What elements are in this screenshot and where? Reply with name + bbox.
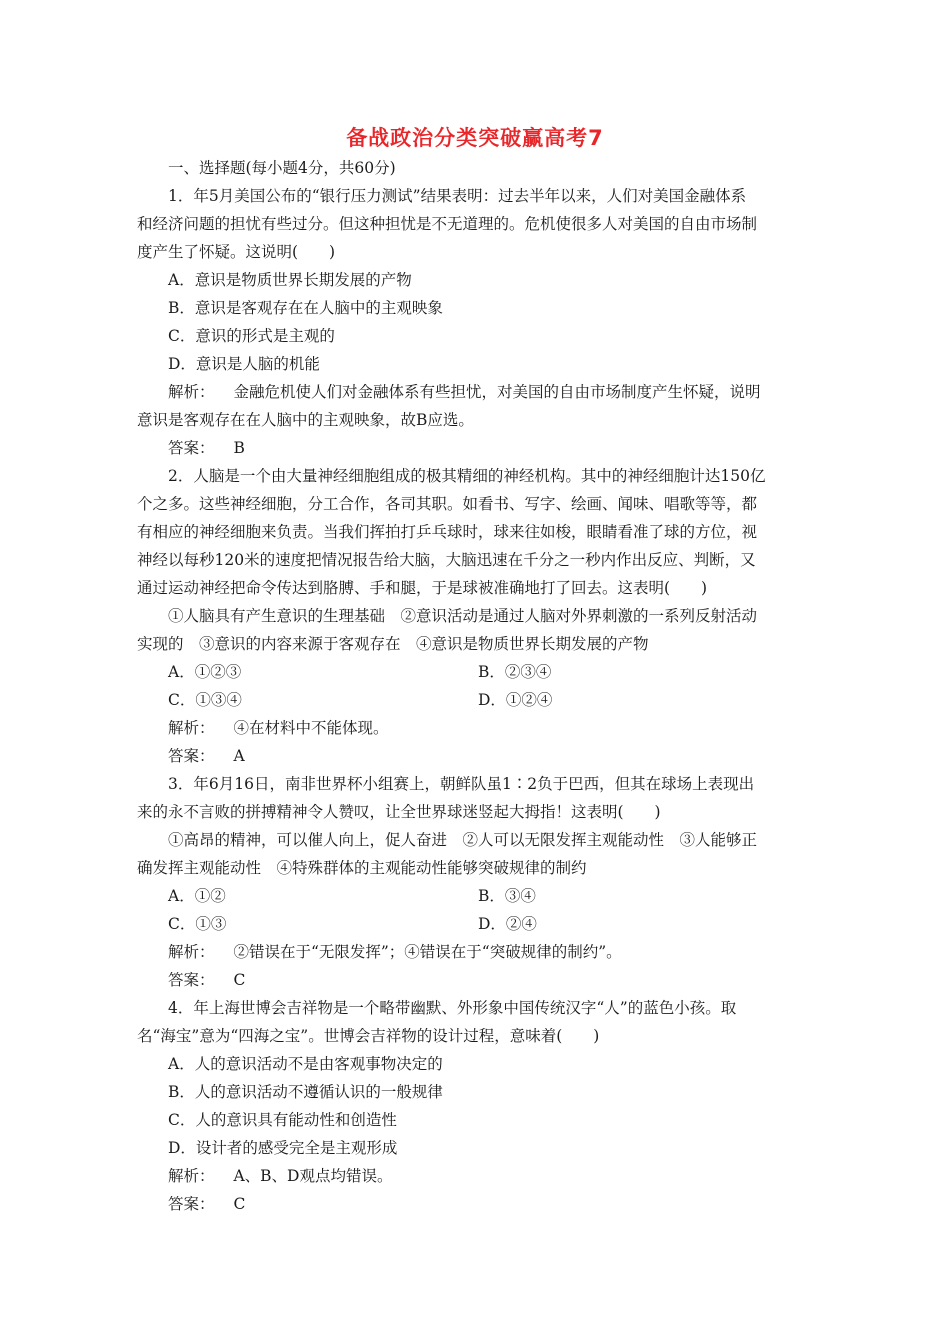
- answer-line: [137, 434, 813, 462]
- analysis-text: 意识是客观存在在人脑中的主观映象，故B应选。: [137, 411, 474, 429]
- analysis-label: 解析：: [168, 383, 215, 401]
- option-c: C．人的意识具有能动性和创造性: [168, 1111, 397, 1129]
- question-text-line: 有相应的神经细胞来负责。当我们挥拍打乒乓球时，球来往如梭，眼睛看准了球的方位，视: [137, 523, 758, 541]
- question-text-line: 和经济问题的担忧有些过分。但这种担忧是不无道理的。危机使很多人对美国的自由市场制: [137, 215, 758, 233]
- option-c: C．意识的形式是主观的: [168, 327, 335, 345]
- document-body: [137, 154, 813, 1218]
- option-d: D．设计者的感受完全是主观形成: [168, 1139, 398, 1157]
- option-d: D．①②④: [478, 691, 553, 709]
- answer-label: 答案：: [168, 1195, 215, 1213]
- answer-label: 答案：: [168, 971, 215, 989]
- statement-line: 实现的 ③意识的内容来源于客观存在 ④意识是物质世界长期发展的产物: [137, 635, 649, 653]
- analysis-label: 解析：: [168, 719, 215, 737]
- option-row: [137, 882, 813, 910]
- option-b: B．③④: [478, 887, 536, 905]
- answer-value: A: [233, 747, 245, 765]
- statement-line: ①人脑具有产生意识的生理基础 ②意识活动是通过人脑对外界刺激的一系列反射活动: [168, 607, 758, 625]
- analysis-label: 解析：: [168, 943, 215, 961]
- answer-value: C: [233, 971, 246, 989]
- statement-line: ①高昂的精神，可以催人向上，促人奋进 ②人可以无限发挥主观能动性 ③人能够正: [168, 831, 758, 849]
- section-heading: 一、选择题(每小题4分，共60分): [168, 159, 396, 177]
- question-text-line: 1．年5月美国公布的“银行压力测试”结果表明：过去半年以来，人们对美国金融体系: [168, 187, 747, 205]
- analysis-label: 解析：: [168, 1167, 215, 1185]
- question-2: [137, 462, 813, 770]
- question-4: [137, 994, 813, 1218]
- analysis-text: ④在材料中不能体现。: [233, 719, 389, 737]
- option-row: [137, 686, 813, 714]
- option-row: [137, 910, 813, 938]
- answer-line: [137, 966, 813, 994]
- option-row: [137, 658, 813, 686]
- answer-line: [137, 742, 813, 770]
- option-b: B．意识是客观存在在人脑中的主观映象: [168, 299, 443, 317]
- question-text-line: 3．年6月16日，南非世界杯小组赛上，朝鲜队虽1∶2负于巴西，但其在球场上表现出: [168, 775, 755, 793]
- option-b: B．人的意识活动不遵循认识的一般规律: [168, 1083, 443, 1101]
- option-c: C．①③: [168, 915, 227, 933]
- option-a: A．意识是物质世界长期发展的产物: [168, 271, 412, 289]
- analysis-line: [137, 938, 813, 966]
- question-text-line: 来的永不言败的拼搏精神令人赞叹，让全世界球迷竖起大拇指！这表明( ): [137, 803, 661, 821]
- option-a: A．①②③: [168, 663, 242, 681]
- answer-line: [137, 1190, 813, 1218]
- option-a: A．①②: [168, 887, 226, 905]
- question-text-line: 通过运动神经把命令传达到胳膊、手和腿，于是球被准确地打了回去。这表明( ): [137, 579, 708, 597]
- analysis-line: [137, 1162, 813, 1190]
- answer-value: B: [233, 439, 245, 457]
- analysis-text: ②错误在于“无限发挥”；④错误在于“突破规律的制约”。: [233, 943, 622, 961]
- option-d: D．②④: [478, 915, 537, 933]
- answer-label: 答案：: [168, 439, 215, 457]
- question-text-line: 个之多。这些神经细胞，分工合作，各司其职。如看书、写字、绘画、闻味、唱歌等等，都: [137, 495, 758, 513]
- option-c: C．①③④: [168, 691, 242, 709]
- analysis-text: 金融危机使人们对金融体系有些担忧，对美国的自由市场制度产生怀疑，说明: [233, 383, 761, 401]
- option-a: A．人的意识活动不是由客观事物决定的: [168, 1055, 443, 1073]
- question-text-line: 名“海宝”意为“四海之宝”。世博会吉祥物的设计过程，意味着( ): [137, 1027, 600, 1045]
- analysis-line: [137, 714, 813, 742]
- option-d: D．意识是人脑的机能: [168, 355, 320, 373]
- answer-label: 答案：: [168, 747, 215, 765]
- document-title: 备战政治分类突破赢高考7: [346, 126, 604, 150]
- question-text-line: 2．人脑是一个由大量神经细胞组成的极其精细的神经机构。其中的神经细胞计达150亿: [168, 467, 766, 485]
- statement-line: 确发挥主观能动性 ④特殊群体的主观能动性能够突破规律的制约: [137, 859, 587, 877]
- analysis-line: [137, 378, 813, 406]
- question-3: [137, 770, 813, 994]
- question-text-line: 4．年上海世博会吉祥物是一个略带幽默、外形象中国传统汉字“人”的蓝色小孩。取: [168, 999, 737, 1017]
- option-b: B．②③④: [478, 663, 552, 681]
- question-1: [137, 182, 813, 462]
- analysis-text: A、B、D观点均错误。: [233, 1167, 393, 1185]
- question-text-line: 度产生了怀疑。这说明( ): [137, 243, 336, 261]
- question-text-line: 神经以每秒120米的速度把情况报告给大脑，大脑迅速在千分之一秒内作出反应、判断，又: [137, 551, 756, 569]
- answer-value: C: [233, 1195, 246, 1213]
